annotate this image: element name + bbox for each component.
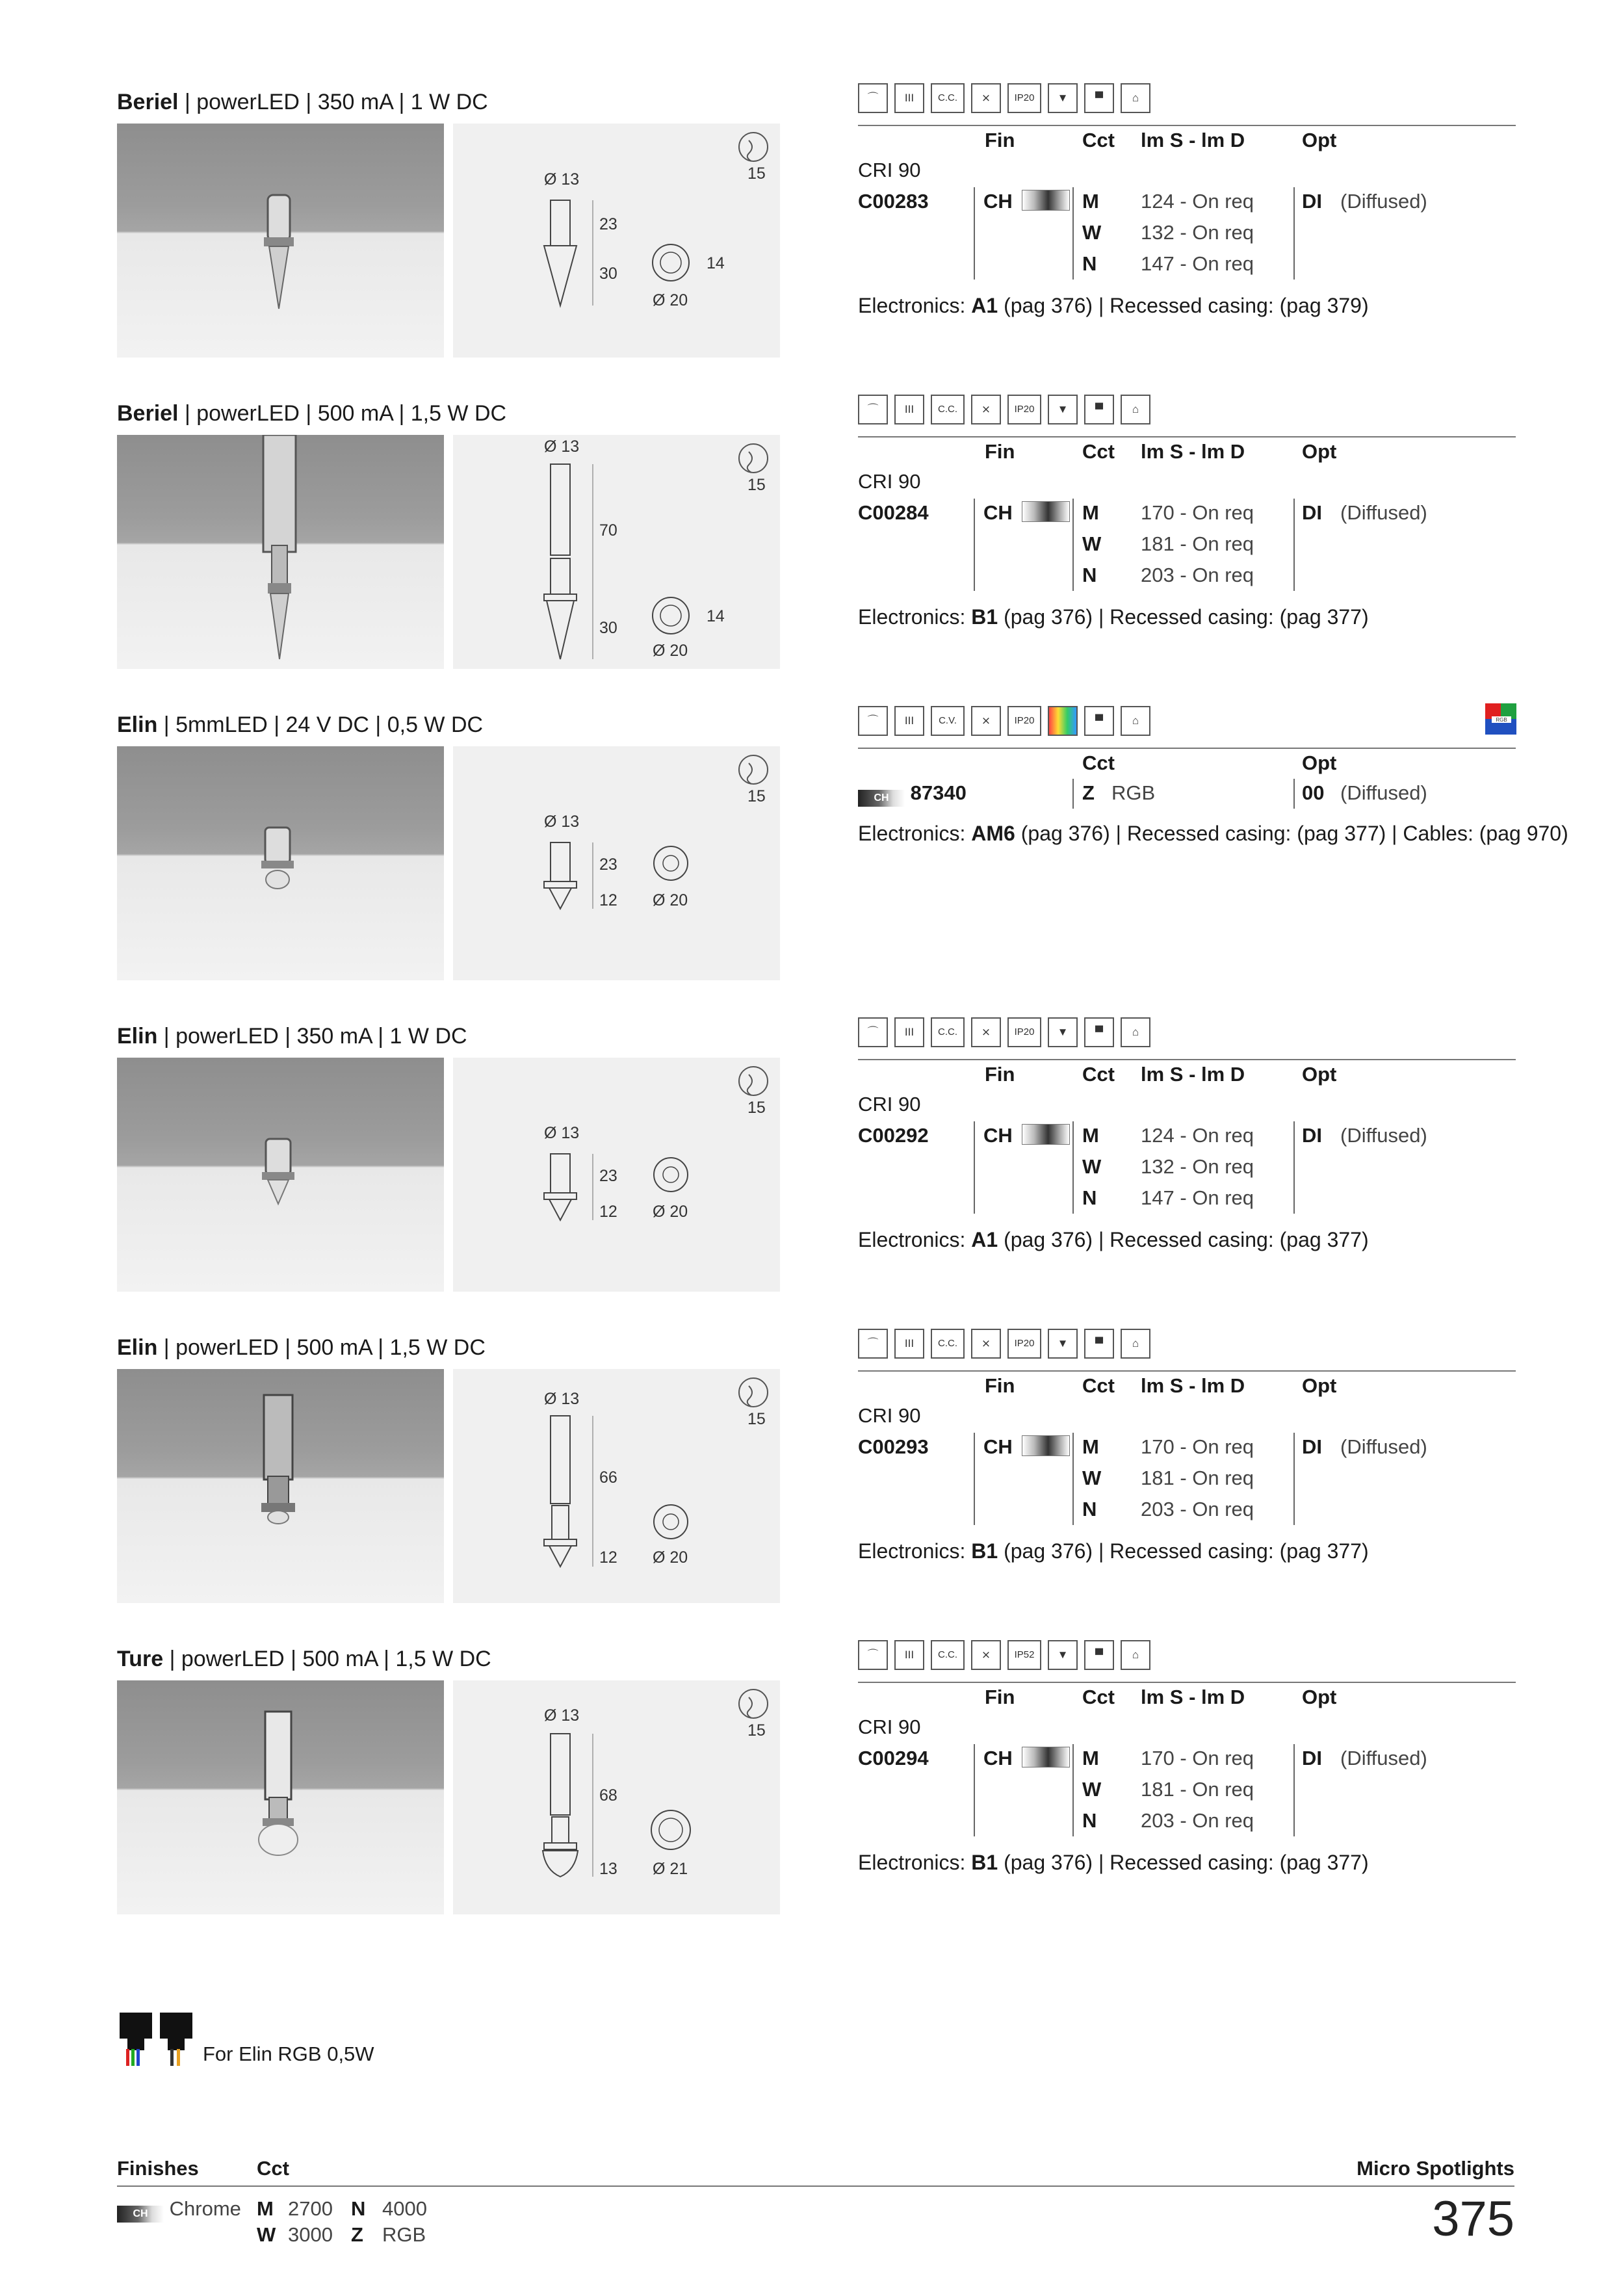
svg-text:Ø 21: Ø 21 [653,1860,688,1878]
cct-kelvin: RGB [382,2223,426,2246]
column-divider [974,1121,975,1214]
cct-value: M [1082,1747,1099,1769]
product-photo [117,124,444,358]
svg-text:23: 23 [599,215,617,233]
table-rule [858,1682,1516,1683]
svg-text:13: 13 [599,1860,617,1878]
electronics-line: Electronics: AM6 (pag 376) | Recessed casing: (pag 377) | Cables: (pag 970) [858,822,1568,845]
cct-code: M [257,2197,274,2220]
cct-value: N [1082,564,1097,586]
column-divider [1072,779,1074,809]
beam-angle-icon [739,133,768,161]
svg-text:RGB: RGB [1496,717,1507,723]
opt-header: Opt [1302,129,1337,151]
downlight-icon: ⌂ [1121,1017,1150,1047]
lumen-value: 181 - On req [1141,1778,1254,1801]
no-insulation-cover-icon: ⨯ [971,395,1001,424]
product-section-elin-rgb [117,712,1568,1011]
no-insulation-cover-icon: ⨯ [971,1017,1001,1047]
recessed-icon: ⌒ [858,706,888,736]
technical-drawing [453,435,780,669]
cri-label: CRI 90 [858,1715,921,1738]
certification-icons [858,395,1157,428]
product-code: 87340 [910,781,967,804]
no-insulation-cover-icon: ⨯ [971,706,1001,736]
cct-header: Cct [1082,440,1115,463]
product-code: C00283 [858,190,929,213]
lumen-value: 170 - On req [1141,1747,1254,1769]
recessed-icon: ⌒ [858,1329,888,1359]
chrome-swatch-icon [1022,1124,1070,1145]
column-divider [1293,187,1295,280]
rgb-color-icon [1485,703,1516,735]
fin-header: Fin [985,440,1015,463]
svg-text:Ø 13: Ø 13 [544,1390,580,1408]
table-rule [858,125,1516,126]
product-title: Elin | 5mmLED | 24 V DC | 0,5 W DC [117,712,484,737]
ceiling-mount-icon: ▀ [1084,83,1114,113]
opt-header: Opt [1302,440,1337,463]
optic-code: DI [1302,1435,1322,1458]
svg-text:15: 15 [747,1410,766,1428]
column-divider [1072,187,1074,280]
light-beam-icon: ▼ [1048,1017,1078,1047]
column-divider [1072,1433,1074,1525]
lumen-value: 124 - On req [1141,190,1254,213]
ip-rating-icon: IP20 [1007,1017,1041,1047]
class-iii-icon: III [894,706,924,736]
no-insulation-cover-icon: ⨯ [971,83,1001,113]
constant-current-icon: C.C. [931,1017,965,1047]
cct-header: Cct [1082,1374,1115,1397]
svg-text:23: 23 [599,855,617,874]
opt-header: Opt [1302,1686,1337,1708]
finish-legend: CH Chrome [117,2197,241,2223]
certification-icons [858,83,1157,117]
cct-value: N [1082,1186,1097,1209]
svg-text:Ø 13: Ø 13 [544,170,580,189]
cct-kelvin: 2700 [288,2197,333,2220]
opt-header: Opt [1302,1374,1337,1397]
svg-text:Ø 13: Ø 13 [544,813,580,831]
cct-value: Z [1082,781,1095,804]
optic-description: (Diffused) [1340,781,1427,804]
cri-label: CRI 90 [858,1093,921,1115]
recessed-icon: ⌒ [858,1640,888,1670]
svg-text:Ø 20: Ø 20 [653,642,688,660]
product-title: Ture | powerLED | 500 mA | 1,5 W DC [117,1647,491,1671]
downlight-icon: ⌂ [1121,1640,1150,1670]
recessed-icon: ⌒ [858,395,888,424]
product-section-beriel-500 [117,401,1514,700]
constant-current-icon: C.C. [931,1329,965,1359]
svg-text:14: 14 [707,254,725,272]
fin-header: Fin [985,1063,1015,1086]
svg-text:23: 23 [599,1167,617,1185]
cct-value: M [1082,190,1099,213]
beam-angle-icon [739,444,768,473]
cct-kelvin: 4000 [382,2197,427,2220]
ceiling-mount-icon: ▀ [1084,1017,1114,1047]
svg-text:12: 12 [599,1203,617,1221]
table-rule [858,1370,1516,1372]
ip-rating-icon: IP52 [1007,1640,1041,1670]
product-code: C00293 [858,1435,929,1458]
svg-text:Ø 13: Ø 13 [544,437,580,456]
product-title: Elin | powerLED | 500 mA | 1,5 W DC [117,1335,486,1360]
svg-text:68: 68 [599,1786,617,1805]
ip-rating-icon: IP20 [1007,706,1041,736]
product-photo [117,746,444,980]
lumen-value: 181 - On req [1141,1467,1254,1489]
lumen-header: lm S - lm D [1141,1374,1245,1397]
recessed-icon: ⌒ [858,1017,888,1047]
cct-value: M [1082,1435,1099,1458]
table-rule [858,436,1516,437]
cct-header: Cct [1082,751,1115,774]
column-divider [974,1433,975,1525]
ceiling-mount-icon: ▀ [1084,706,1114,736]
ceiling-mount-icon: ▀ [1084,1640,1114,1670]
svg-text:15: 15 [747,1721,766,1740]
cct-value: N [1082,1498,1097,1520]
footer-rule [117,2185,1514,2187]
column-divider [1072,1121,1074,1214]
technical-drawing [453,1058,780,1292]
lumen-value: 147 - On req [1141,1186,1254,1209]
rgb-beam-icon [1048,706,1078,736]
cct-value: M [1082,1124,1099,1147]
product-section-beriel-350 [117,90,1514,389]
svg-text:30: 30 [599,619,617,637]
svg-text:66: 66 [599,1468,617,1487]
optic-description: (Diffused) [1340,1435,1427,1458]
electronics-line: Electronics: A1 (pag 376) | Recessed casing: (pag 377) [858,1228,1369,1251]
electronics-line: Electronics: B1 (pag 376) | Recessed casing: (pag 377) [858,1539,1369,1563]
svg-text:Ø 13: Ø 13 [544,1124,580,1142]
cct-header: Cct [1082,1063,1115,1086]
column-divider [974,187,975,280]
certification-icons [858,1329,1157,1363]
svg-text:Ø 13: Ø 13 [544,1706,580,1725]
class-iii-icon: III [894,1329,924,1359]
svg-text:Ø 20: Ø 20 [653,891,688,909]
optic-code: 00 [1302,781,1325,804]
lumen-value: 124 - On req [1141,1124,1254,1147]
chrome-swatch-icon [1022,1435,1070,1456]
product-photo [117,1058,444,1292]
optic-description: (Diffused) [1340,190,1427,213]
product-section-elin-500 [117,1335,1514,1634]
product-code: C00292 [858,1124,929,1147]
electronics-line: Electronics: B1 (pag 376) | Recessed casing: (pag 377) [858,605,1369,629]
optic-description: (Diffused) [1340,501,1427,524]
class-iii-icon: III [894,395,924,424]
product-photo [117,1369,444,1603]
cct-value: W [1082,1155,1102,1178]
technical-drawing [453,1369,780,1603]
finish-cell: CH [983,1435,1070,1459]
cct-description: RGB [1111,781,1156,804]
ip-rating-icon: IP20 [1007,1329,1041,1359]
constant-voltage-icon: C.V. [931,706,965,736]
svg-text:14: 14 [707,607,725,625]
svg-text:15: 15 [747,787,766,805]
finish-cell: CH [983,190,1070,213]
cri-label: CRI 90 [858,1404,921,1427]
finish-cell: CH [983,501,1070,525]
technical-drawing [453,1680,780,1914]
cri-label: CRI 90 [858,159,921,181]
product-title: Beriel | powerLED | 350 mA | 1 W DC [117,90,488,114]
cct-header: Cct [1082,129,1115,151]
no-insulation-cover-icon: ⨯ [971,1329,1001,1359]
ip-rating-icon: IP20 [1007,395,1041,424]
column-divider [1072,1744,1074,1836]
svg-text:Ø 20: Ø 20 [653,291,688,309]
chrome-swatch-icon [1022,501,1070,522]
opt-header: Opt [1302,1063,1337,1086]
fin-header: Fin [985,129,1015,151]
constant-current-icon: C.C. [931,83,965,113]
product-code-cell [858,781,967,807]
table-rule [858,1059,1516,1060]
column-divider [1293,1121,1295,1214]
cct-value: W [1082,532,1102,555]
fin-header: Fin [985,1686,1015,1708]
cct-header: Cct [1082,1686,1115,1708]
product-photo [117,435,444,669]
svg-text:15: 15 [747,164,766,183]
certification-icons [858,1017,1157,1051]
product-photo [117,1680,444,1914]
product-section-elin-350 [117,1024,1514,1323]
column-divider [1293,1744,1295,1836]
column-divider [1293,1433,1295,1525]
fin-header: Fin [985,1374,1015,1397]
downlight-icon: ⌂ [1121,83,1150,113]
constant-current-icon: C.C. [931,1640,965,1670]
column-divider [974,1744,975,1836]
light-beam-icon: ▼ [1048,395,1078,424]
no-insulation-cover-icon: ⨯ [971,1640,1001,1670]
electronics-line: Electronics: A1 (pag 376) | Recessed casing: (pag 379) [858,294,1369,317]
lumen-header: lm S - lm D [1141,1063,1245,1086]
svg-text:15: 15 [747,476,766,494]
lumen-value: 170 - On req [1141,501,1254,524]
class-iii-icon: III [894,83,924,113]
svg-text:Ø 20: Ø 20 [653,1203,688,1221]
column-divider [1293,779,1295,809]
recessed-icon: ⌒ [858,83,888,113]
product-section-ture-500 [117,1647,1514,1946]
chrome-swatch-icon [1022,190,1070,211]
column-divider [1072,499,1074,591]
optic-code: DI [1302,501,1322,524]
cct-value: W [1082,1467,1102,1489]
beam-angle-icon [739,1689,768,1718]
constant-current-icon: C.C. [931,395,965,424]
category-label: Micro Spotlights [1357,2157,1514,2180]
class-iii-icon: III [894,1640,924,1670]
electronics-line: Electronics: B1 (pag 376) | Recessed casing: (pag 377) [858,1851,1369,1874]
cct-value: N [1082,252,1097,275]
lumen-value: 203 - On req [1141,564,1254,586]
column-divider [974,499,975,591]
ceiling-mount-icon: ▀ [1084,395,1114,424]
certification-icons [858,1640,1157,1674]
accessory-row [117,2009,572,2074]
product-code: C00294 [858,1747,929,1769]
optic-description: (Diffused) [1340,1124,1427,1147]
technical-drawing [453,746,780,980]
chrome-badge-icon: CH [117,2206,164,2223]
finish-cell: CH [983,1124,1070,1147]
svg-text:30: 30 [599,265,617,283]
light-beam-icon: ▼ [1048,83,1078,113]
cct-code: Z [351,2223,363,2246]
column-divider [1293,499,1295,591]
lumen-value: 132 - On req [1141,221,1254,244]
optic-code: DI [1302,190,1322,213]
lumen-header: lm S - lm D [1141,1686,1245,1708]
finishes-label: Finishes [117,2157,199,2180]
technical-drawing [453,124,780,358]
product-title: Beriel | powerLED | 500 mA | 1,5 W DC [117,401,507,426]
class-iii-icon: III [894,1017,924,1047]
downlight-icon: ⌂ [1121,706,1150,736]
beam-angle-icon [739,755,768,784]
lumen-value: 132 - On req [1141,1155,1254,1178]
certification-icons [858,706,1157,740]
page-number: 375 [1432,2191,1514,2247]
lumen-value: 203 - On req [1141,1498,1254,1520]
lumen-value: 147 - On req [1141,252,1254,275]
light-beam-icon: ▼ [1048,1640,1078,1670]
lumen-value: 170 - On req [1141,1435,1254,1458]
opt-header: Opt [1302,751,1337,774]
footer-cct-label: Cct [257,2157,289,2180]
svg-text:70: 70 [599,521,617,540]
optic-description: (Diffused) [1340,1747,1427,1769]
product-title: Elin | powerLED | 350 mA | 1 W DC [117,1024,467,1049]
downlight-icon: ⌂ [1121,1329,1150,1359]
table-rule [858,748,1516,749]
lumen-header: lm S - lm D [1141,440,1245,463]
product-code: C00284 [858,501,929,524]
cct-value: W [1082,1778,1102,1801]
chrome-swatch-icon [1022,1747,1070,1768]
finish-cell: CH [983,1747,1070,1770]
cri-label: CRI 90 [858,470,921,493]
cct-code: W [257,2223,276,2246]
beam-angle-icon [739,1378,768,1407]
connector-icon [117,2009,201,2067]
accessory-label: For Elin RGB 0,5W [203,2042,374,2065]
cct-code: N [351,2197,366,2220]
svg-text:15: 15 [747,1099,766,1117]
cct-value: M [1082,501,1099,524]
lumen-header: lm S - lm D [1141,129,1245,151]
cct-kelvin: 3000 [288,2223,333,2246]
cct-value: N [1082,1809,1097,1832]
beam-angle-icon [739,1067,768,1095]
lumen-value: 181 - On req [1141,532,1254,555]
ip-rating-icon: IP20 [1007,83,1041,113]
svg-text:12: 12 [599,1548,617,1567]
optic-code: DI [1302,1124,1322,1147]
svg-text:Ø 20: Ø 20 [653,1548,688,1567]
lumen-value: 203 - On req [1141,1809,1254,1832]
optic-code: DI [1302,1747,1322,1769]
ceiling-mount-icon: ▀ [1084,1329,1114,1359]
light-beam-icon: ▼ [1048,1329,1078,1359]
svg-text:12: 12 [599,891,617,909]
chrome-badge-icon: CH [858,790,905,807]
downlight-icon: ⌂ [1121,395,1150,424]
cct-value: W [1082,221,1102,244]
